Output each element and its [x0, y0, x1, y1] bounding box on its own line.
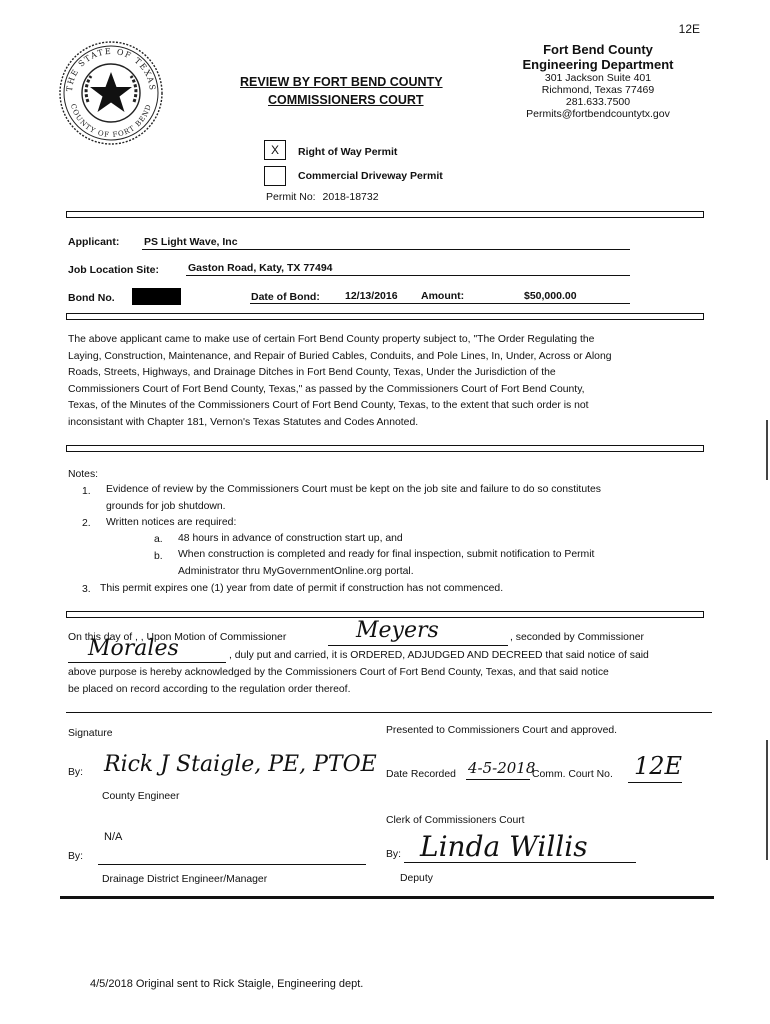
county-engineer-label: County Engineer: [102, 791, 180, 802]
court-no-value: 12E: [634, 752, 683, 780]
dept-email: Permits@fortbendcountytx.gov: [526, 108, 670, 120]
seconded-by-line: [68, 662, 226, 663]
commercial-driveway-label: Commercial Driveway Permit: [298, 170, 443, 182]
bond-label: Bond No.: [68, 292, 115, 304]
clerk-signature-line: [404, 862, 636, 863]
date-recorded-value: 4-5-2018: [468, 759, 536, 777]
dept-address1: 301 Jackson Suite 401: [544, 72, 652, 84]
job-location-label: Job Location Site:: [68, 264, 160, 276]
applicant-value: PS Light Wave, Inc: [144, 236, 238, 248]
court-no-line: [628, 782, 682, 783]
bond-underline: [250, 303, 630, 304]
permit-number-label: Permit No:: [266, 191, 316, 203]
note-b-text: When construction is completed and ready for final inspection, submit notification to Permit: [178, 549, 595, 560]
note-2-number: 2.: [82, 518, 91, 529]
applicant-label: Applicant:: [68, 236, 120, 248]
paragraph-line: Commissioners Court of Fort Bend County, Texas," as passed by the Commissioners Court of Fort Bend County,: [68, 383, 585, 395]
job-location-underline: [186, 275, 630, 276]
svg-text:COUNTY OF FORT BEND: COUNTY OF FORT BEND: [68, 102, 154, 140]
clerk-label: Clerk of Commissioners Court: [386, 815, 525, 826]
department-block: [498, 42, 698, 120]
by-label-engineer: By:: [68, 767, 84, 778]
signature-heading: Signature: [68, 728, 113, 739]
scan-edge-mark: [766, 420, 768, 480]
note-b-letter: b.: [154, 551, 163, 562]
note-1-text: Evidence of review by the Commissioners Court must be kept on the job site and failure to do so constitutes: [106, 484, 601, 495]
paragraph-line: inconsistant with Chapter 181, Vernon's Texas Statutes and Codes Annoted.: [68, 416, 419, 428]
drainage-label: Drainage District Engineer/Manager: [102, 874, 268, 885]
job-location-value: Gaston Road, Katy, TX 77494: [188, 262, 333, 274]
right-of-way-label: Right of Way Permit: [298, 146, 398, 158]
document-title: REVIEW BY FORT BEND COUNTY: [240, 75, 443, 89]
bond-number-redacted: [132, 288, 181, 305]
paragraph-line: Texas, of the Minutes of the Commissioners Court of Fort Bend County, Texas, to the extent that such order is not: [68, 400, 589, 411]
commercial-driveway-checkbox[interactable]: [264, 166, 286, 186]
motion-line-4: be placed on record according to the regulation order thereof.: [68, 684, 351, 695]
dept-name: Fort Bend County: [543, 42, 653, 57]
note-a-text: 48 hours in advance of construction start up, and: [178, 533, 403, 544]
motion-by-signature: Meyers: [356, 618, 439, 643]
note-1-number: 1.: [82, 486, 91, 497]
permit-number-value: 2018-18732: [322, 191, 379, 203]
seconded-by-signature: Morales: [88, 636, 179, 661]
county-engineer-signature: Rick J Staigle, PE, PTOE: [104, 752, 377, 777]
drainage-na: N/A: [104, 831, 123, 843]
note-3-text: This permit expires one (1) year from date of permit if construction has not commenced.: [100, 583, 504, 594]
motion-ordered-text: , duly put and carried, it is ORDERED, ADJUDGED AND DECREED that said notice of said: [229, 650, 649, 661]
dept-phone: 281.633.7500: [565, 96, 631, 108]
note-2-text: Written notices are required:: [106, 517, 237, 528]
motion-by-line: [328, 645, 508, 646]
footer-note: 4/5/2018 Original sent to Rick Staigle, Engineering dept.: [90, 978, 364, 990]
by-label-drainage: By:: [68, 851, 84, 862]
bond-date-value: 12/13/2016: [345, 290, 398, 302]
note-1-text-cont: grounds for job shutdown.: [106, 501, 226, 512]
county-seal-icon: [58, 40, 164, 146]
bottom-rule: [60, 896, 714, 899]
bond-date-label: Date of Bond:: [251, 291, 320, 303]
paragraph-line: The above applicant came to make use of certain Fort Bend County property subject to, "The Order Regulating the: [68, 334, 595, 345]
drainage-signature-line: [98, 864, 366, 865]
section-divider: [66, 611, 704, 618]
terms-paragraph: [68, 332, 708, 431]
document-subtitle: COMMISSIONERS COURT: [268, 93, 424, 107]
bond-amount-value: $50,000.00: [524, 290, 577, 302]
deputy-label: Deputy: [400, 873, 433, 884]
bond-amount-label: Amount:: [421, 290, 465, 302]
date-recorded-line: [466, 779, 530, 780]
section-divider: [66, 313, 704, 320]
notes-heading: Notes:: [68, 469, 99, 480]
paragraph-line: Roads, Streets, Highways, and Drainage Ditches in Fort Bend County, Texas, Under the Jurisdiction of the: [68, 367, 556, 378]
section-divider: [66, 211, 704, 218]
court-no-label: Comm. Court No.: [532, 769, 613, 780]
applicant-underline: [142, 249, 630, 250]
motion-intro: On this day of , , Upon Motion of Commissioner: [68, 632, 287, 643]
svg-text:THE STATE OF TEXAS: THE STATE OF TEXAS: [64, 46, 158, 92]
motion-seconded-text: , seconded by Commissioner: [510, 632, 644, 643]
scan-edge-mark: [766, 740, 768, 860]
note-3-number: 3.: [82, 584, 91, 595]
dept-address2: Richmond, Texas 77469: [541, 84, 655, 96]
motion-line-3: above purpose is hereby acknowledged by the Commissioners Court of Fort Bend County, Texas, and that said notice: [68, 667, 609, 678]
clerk-signature: Linda Willis: [420, 830, 588, 863]
presented-text: Presented to Commissioners Court and approved.: [386, 725, 618, 736]
signature-divider: [66, 712, 712, 713]
date-recorded-label: Date Recorded: [386, 769, 456, 780]
paragraph-line: Laying, Construction, Maintenance, and Repair of Buried Cables, Conduits, and Pole Lines, In, Under, Across or Along: [68, 350, 612, 362]
section-divider: [66, 445, 704, 452]
by-label-clerk: By:: [386, 849, 402, 860]
permit-number: [266, 191, 379, 203]
dept-subname: Engineering Department: [522, 57, 674, 72]
note-b-text-cont: Administrator thru MyGovernmentOnline.org portal.: [178, 566, 414, 577]
page-code: 12E: [678, 22, 700, 36]
right-of-way-checkbox[interactable]: X: [264, 140, 286, 160]
note-a-letter: a.: [154, 534, 163, 545]
